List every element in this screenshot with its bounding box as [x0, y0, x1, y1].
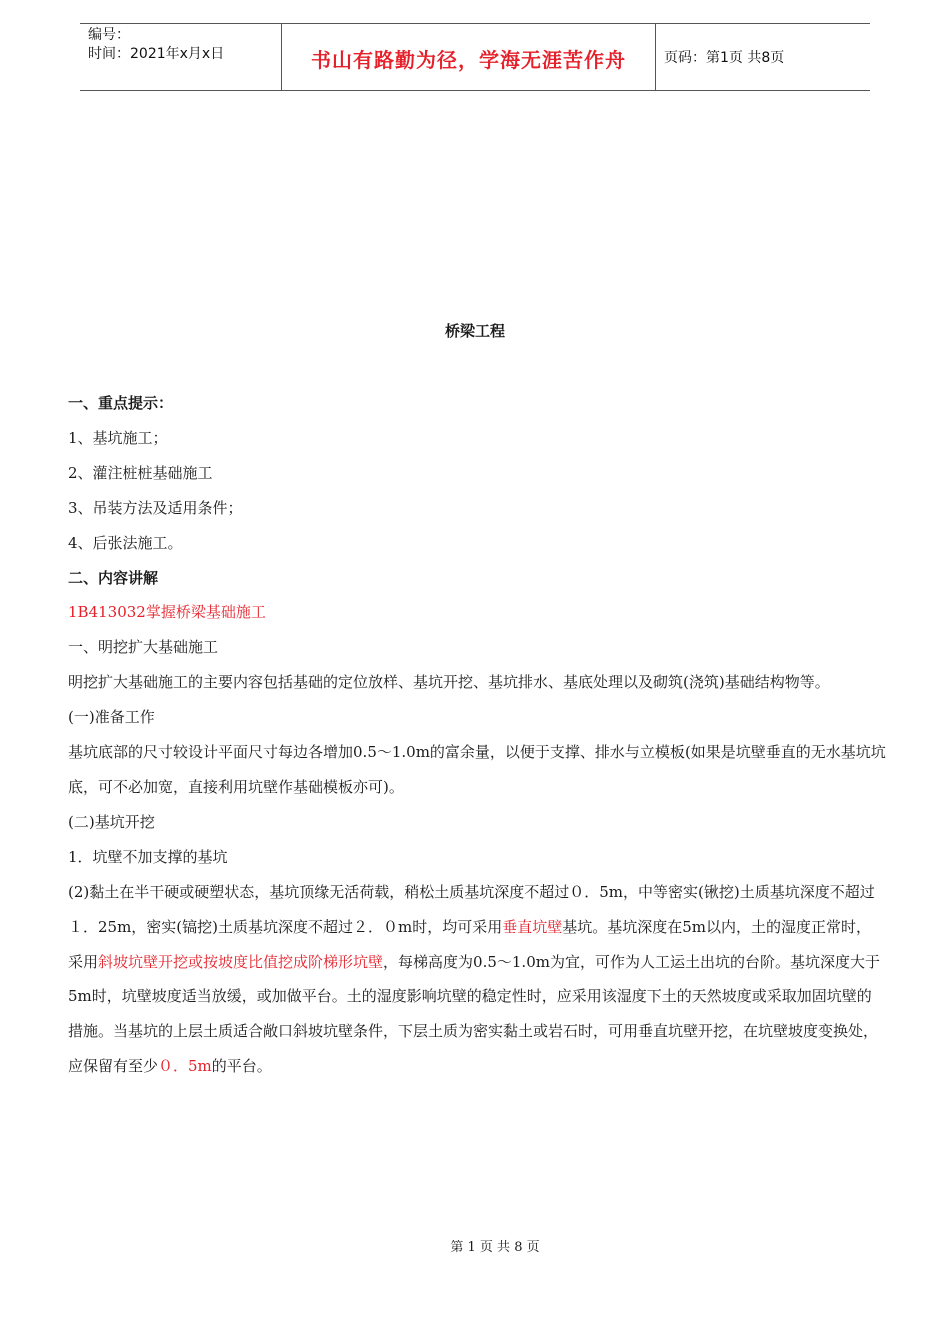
highlight-text: 垂直坑壁 [502, 917, 563, 936]
document-title: 桥梁工程 [444, 322, 505, 340]
paragraph-text: ，每梯高度为0.5～1.0m为宜，可作为人工运土出坑的台阶。基坑深度大于5m时，坑壁坡度适当放缓，或加做平台。土的湿度影响坑壁的稳定性时，应采用该湿度下土的天然坡度或采取加固坑壁的措施。当基坑的上层土质适合敞口斜坡坑壁条件，下层土质为密实黏土或岩石时，可用垂直坑壁开挖，在坑壁坡度变换处，应保留有至少 [68, 952, 880, 1076]
key-point-item: 1、基坑施工； [68, 428, 168, 447]
paragraph-text: 基坑。基坑深度在5m以内，土的湿度正常时，采用 [68, 917, 872, 971]
paragraph: 基坑底部的尺寸较设计平面尺寸每边各增加0.5～1.0m的富余量，以便于支撑、排水与立模板(如果是坑壁垂直的无水基坑坑底，可不必加宽，直接利用坑壁作基础模板亦可)。 [68, 743, 886, 796]
subsection-heading: 一、明挖扩大基础施工 [68, 638, 219, 657]
section-heading-key-points: 一、重点提示： [68, 394, 174, 412]
header-divider-right [655, 23, 656, 90]
key-point-item: 2、灌注桩桩基础施工 [68, 463, 213, 482]
header-meta [88, 26, 224, 64]
page-footer: 第 1 页 共 8 页 [450, 1240, 540, 1255]
highlight-text: 斜坡坑壁开挖或按坡度比值挖成阶梯形坑壁 [98, 952, 384, 971]
paragraph: 明挖扩大基础施工的主要内容包括基础的定位放样、基坑开挖、基坑排水、基底处理以及砌筑(浇筑)基础结构物等。 [68, 673, 830, 692]
list-item: 1．坑壁不加支撑的基坑 [68, 847, 228, 866]
topic-code: 1B413032掌握桥梁基础施工 [68, 603, 266, 622]
document-time-label: 时间：2021年x月x日 [88, 46, 225, 62]
paragraph-text: (2)黏土在半干硬或硬塑状态，基坑顶缘无活荷载，稍松土质基坑深度不超过０．5m，中等密实(锹挖)土质基坑深度不超过１．25m，密实(镐挖)土质基坑深度不超过２．０m时，均可采用 [68, 882, 875, 936]
key-point-item: 3、吊装方法及适用条件； [68, 498, 243, 517]
section-heading-content: 二、内容讲解 [68, 568, 159, 587]
paragraph-text: 的平台。 [211, 1057, 272, 1076]
document-number-label: 编号： [88, 27, 130, 43]
subsection-heading: (二)基坑开挖 [68, 812, 155, 831]
document-body [68, 386, 886, 1084]
highlight-text: ０．5m [158, 1057, 212, 1076]
subsection-heading: (一)准备工作 [68, 708, 155, 727]
header-bottom-rule [80, 90, 870, 91]
header-top-rule [80, 23, 870, 24]
header-motto: 书山有路勤为径，学海无涯苦作舟 [311, 48, 626, 72]
header-page-info: 页码：第1页 共8页 [664, 50, 785, 66]
paragraph-excavation [68, 875, 886, 1084]
key-point-item: 4、后张法施工。 [68, 533, 183, 552]
